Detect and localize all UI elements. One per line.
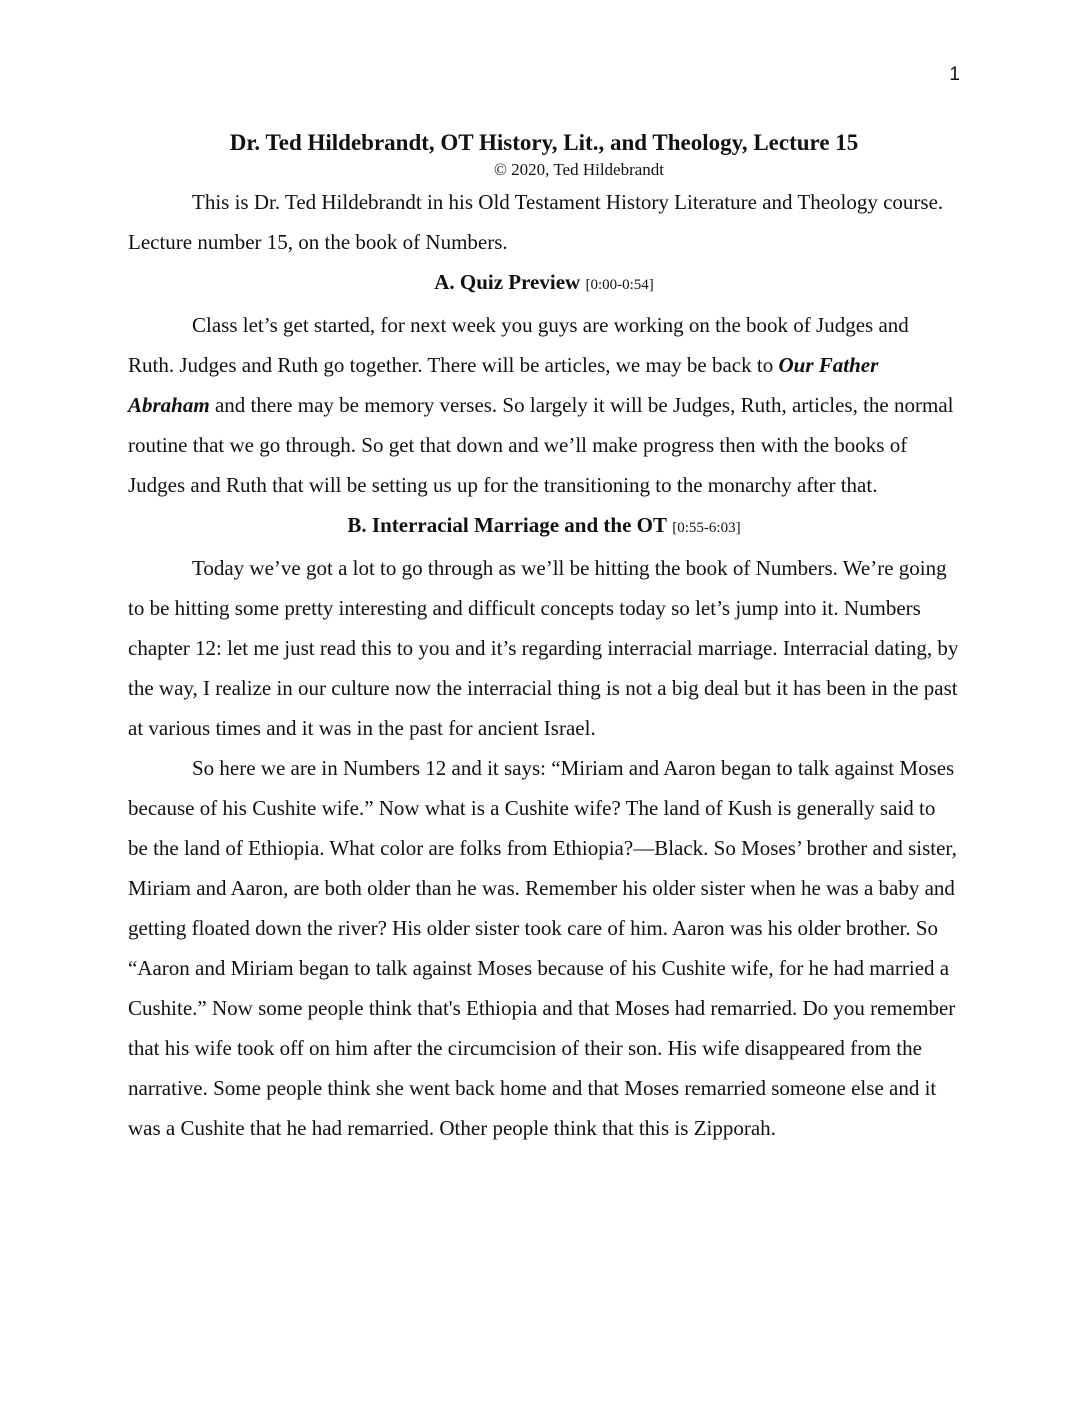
section-heading-quiz-preview [128,262,960,305]
copyright-line: © 2020, Ted Hildebrandt [493,160,665,179]
paragraph-text: Class let’s get started, for next week you guys are working on the book of Judges and Ruth. Judges and Ruth go together. There will be articles, we may be back to [128,313,909,377]
intro-paragraph: This is Dr. Ted Hildebrandt in his Old Testament History Literature and Theology course. Lecture number 15, on the book of Numbers. [128,190,944,254]
document-body [128,128,960,1148]
page-number: 1 [949,64,960,85]
interracial-marriage-paragraph-1: Today we’ve got a lot to go through as we’ll be hitting the book of Numbers. We’re going to be hitting some pretty interesting and difficult concepts today so let’s jump into it. Numbers chapter 12: let me just read this to you and it’s regarding interracial marriage. Interracial dating, by the way, I realize in our culture now the interracial thing is not a big deal but it has been in the past at various times and it was in the past for ancient Israel. [128,556,959,740]
section-heading-interracial-marriage [128,505,960,548]
section-heading-text: A. Quiz Preview [434,270,581,294]
quiz-preview-paragraph [128,305,960,505]
document-title: Dr. Ted Hildebrandt, OT History, Lit., and Theology, Lecture 15 [229,130,859,155]
section-heading-text: B. Interracial Marriage and the OT [347,513,668,537]
book-title: Our Father Abraham [128,353,879,417]
interracial-marriage-paragraph-2: So here we are in Numbers 12 and it says: “Miriam and Aaron began to talk against Moses because of his Cushite wife.” Now what is a Cushite wife? The land of Kush is generally said to be the land of Ethiopia. What color are folks from Ethiopia?—Black. So Moses’ brother and sister, Miriam and Aaron, are both older than he was. Remember his older sister when he was a baby and getting floated down the river? His older sister took care of him. Aaron was his older brother. So “Aaron and Miriam began to talk against Moses because of his Cushite wife, for he had married a Cushite.” Now some people think that's Ethiopia and that Moses had remarried. Do you remember that his wife took off on him after the circumcision of their son. His wife disappeared from the narrative. Some people think she went back home and that Moses remarried someone else and it was a Cushite that he had remarried. Other people think that this is Zipporah. [128,756,957,1140]
section-timestamp: [0:55-6:03] [672,520,741,536]
paragraph-text: and there may be memory verses. So largely it will be Judges, Ruth, articles, the normal routine that we go through. So get that down and we’ll make progress then with the books of Judges and Ruth that will be setting us up for the transitioning to the monarchy after that. [128,393,954,497]
section-timestamp: [0:00-0:54] [585,277,654,293]
